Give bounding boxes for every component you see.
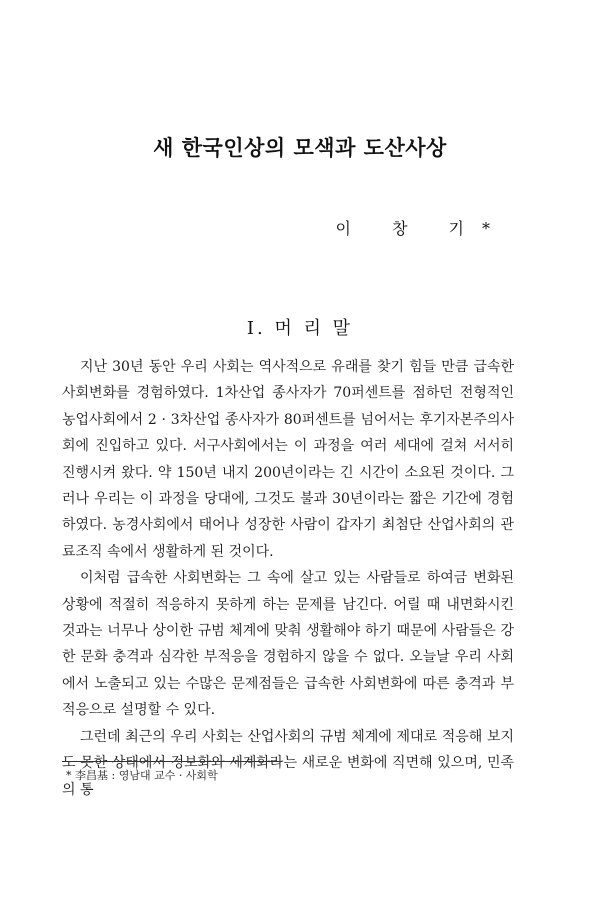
section-heading: Ⅰ. 머 리 말 [246, 318, 354, 339]
article-title: 새 한국인상의 모색과 도산사상 [153, 136, 447, 160]
paragraph: 지난 30년 동안 우리 사회는 역사적으로 유래를 찾기 힘들 만큼 급속한 사회변화를 경험하였다. 1차산업 종사자가 70퍼센트를 점하던 전형적인 농업사회에서 2 · 3차산업 종사자가 80퍼센트를 넘어서는 후기자본주의사회에 진입하고 있다. 서구사회에서는 이 과정을 여러 세대에 걸쳐 서서히 진행시켜 왔다. 약 150년 내지 200년이라는 긴 시간이 소요된 것이다. 그러나 우리는 이 과정을 당대에, 그것도 불과 30년이라는 짧은 기간에 경험하였다. 농경사회에서 태어나 성장한 사람이 갑자기 최첨단 산업사회의 관료조직 속에서 생활하게 된 것이다. [62, 359, 514, 560]
footnote-divider [62, 761, 282, 762]
footnote: * 李昌基 : 영남대 교수 · 사회학 [66, 769, 218, 782]
paragraph: 그런데 최근의 우리 사회는 산업사회의 규범 체계에 제대로 적응해 보지도 못한 상태에서 정보화와 세계화라는 새로운 변화에 직면해 있으며, 민족의 통 [62, 728, 514, 798]
body-text [62, 354, 514, 803]
author-name: 이 창 기* [335, 219, 508, 238]
paragraph: 이처럼 급속한 사회변화는 그 속에 살고 있는 사람들로 하여금 변화된 상황에 적절히 적응하지 못하게 하는 문제를 남긴다. 어릴 때 내면화시킨 것과는 너무나 상이한 규범 체계에 맞춰 생활해야 하기 때문에 사람들은 강한 문화 충격과 심각한 부적응을 경험하지 않을 수 없다. 오늘날 우리 사회에서 노출되고 있는 수많은 문제점들은 급속한 사회변화에 따른 충격과 부적응으로 설명할 수 있다. [62, 570, 514, 719]
